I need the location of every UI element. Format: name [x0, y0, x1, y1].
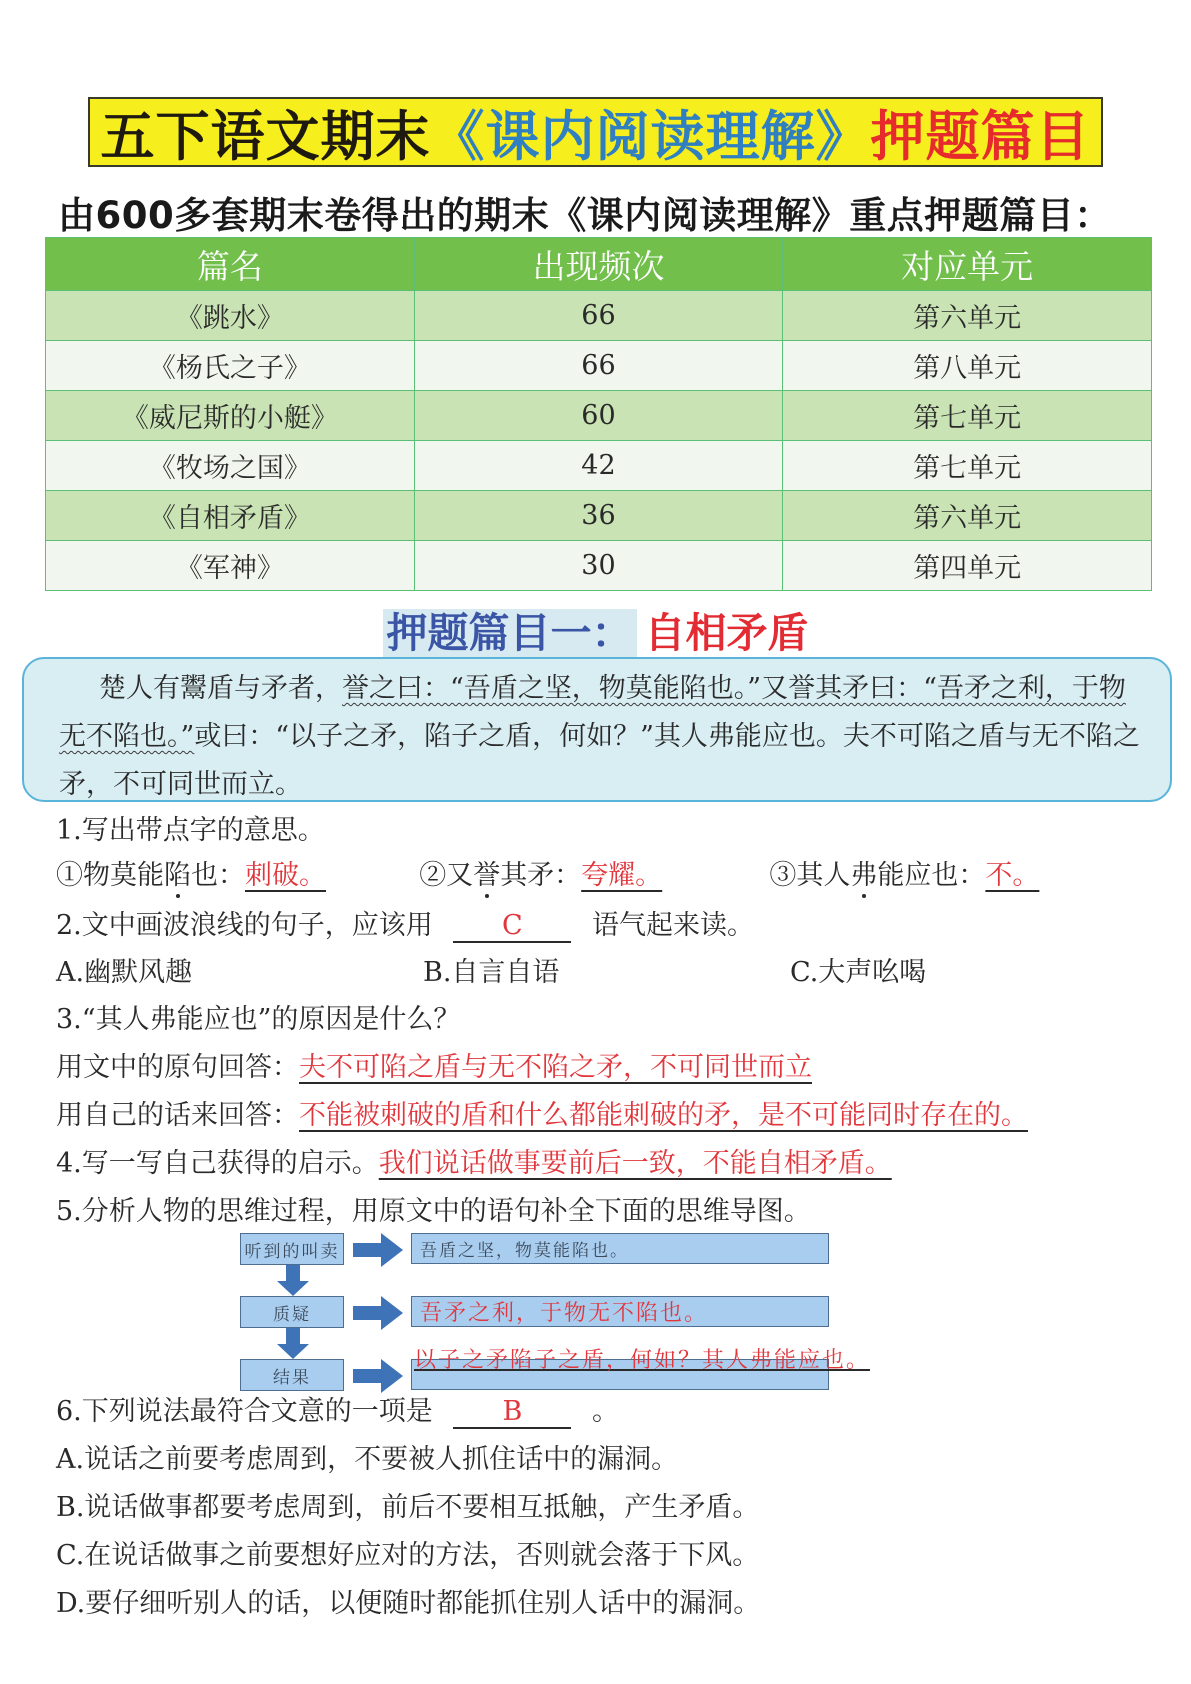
cell-unit: 第六单元: [783, 291, 1152, 341]
q1-item-3-dotted-char: 弗: [850, 860, 878, 891]
q1-item-2-pre: ②又: [419, 860, 474, 891]
mindmap-content-heard: 吾盾之坚，物莫能陷也。: [411, 1233, 829, 1264]
q6-line: [56, 1389, 619, 1429]
section-title: 自相矛盾: [644, 609, 809, 657]
q1-items: [56, 853, 1059, 892]
q1-prompt: 1.写出带点字的意思。: [56, 815, 325, 846]
q2-option-c: C.大声吆喝: [790, 957, 927, 988]
frequency-table: [45, 237, 1152, 591]
q2-pre: 2.文中画波浪线的句子，应该用: [56, 910, 433, 941]
right-arrow-icon: [353, 1295, 405, 1331]
q1-item-3-pre: ③其人: [769, 860, 851, 891]
cell-frequency: 42: [414, 441, 783, 491]
passage-wavy-sentence: 誉之曰：“吾盾之坚，物莫能陷也。”又誉其矛曰：“吾矛之利，于物无不陷也。”: [59, 673, 1126, 752]
cell-frequency: 30: [414, 541, 783, 591]
cell-unit: 第七单元: [783, 391, 1152, 441]
table-row: [46, 391, 1152, 441]
q3-answer-1: [56, 1045, 812, 1084]
q3-prompt: 3.“其人弗能应也”的原因是什么？: [56, 1004, 461, 1035]
down-arrow-icon: [276, 1328, 310, 1360]
q6-answer-blank: B: [453, 1396, 571, 1429]
cell-frequency: 60: [414, 391, 783, 441]
q1-item-3-answer: 不。: [985, 860, 1040, 891]
mindmap-label-result: 结果: [240, 1359, 344, 1391]
header-title: 篇名: [46, 238, 415, 291]
q3-answer-2-text: 不能被刺破的盾和什么都能刺破的矛，是不可能同时存在的。: [299, 1100, 1028, 1131]
q2-line: [56, 903, 754, 943]
q4-line: [56, 1141, 912, 1180]
header-frequency: 出现频次: [414, 238, 783, 291]
passage-text-2: 或曰：“以子之矛，陷子之盾，何如？”其人弗能应也。夫不可陷之盾与无不陷之矛，不可同世而立。: [59, 721, 1140, 800]
section-heading: [0, 600, 1191, 659]
q6-option-a: A.说话之前要考虑周到，不要被人抓住话中的漏洞。: [56, 1444, 679, 1475]
cell-title: 《威尼斯的小艇》: [46, 391, 415, 441]
passage-box: [22, 657, 1172, 802]
mindmap-content-question: 吾矛之利，于物无不陷也。: [411, 1296, 829, 1327]
cell-title: 《自相矛盾》: [46, 491, 415, 541]
cell-unit: 第七单元: [783, 441, 1152, 491]
q1-item-2-answer: 夸耀。: [581, 860, 663, 891]
q1-item-2: [419, 860, 682, 891]
q1-item-1-pre: ①物莫能: [56, 860, 164, 891]
passage-text-1: 楚人有鬻盾与矛者，: [99, 673, 342, 704]
title-banner: [88, 97, 1103, 167]
q1-item-3-post: 能应也：: [877, 860, 986, 891]
q5-prompt: 5.分析人物的思维过程，用原文中的语句补全下面的思维导图。: [56, 1196, 811, 1227]
cell-title: 《杨氏之子》: [46, 341, 415, 391]
cell-frequency: 66: [414, 341, 783, 391]
q6-post: 。: [591, 1396, 619, 1427]
q6-pre: 6.下列说法最符合文意的一项是: [56, 1396, 433, 1427]
q3-answer-2-label: 用自己的话来回答：: [56, 1100, 299, 1131]
subtitle: 由600多套期末卷得出的期末《课内阅读理解》重点押题篇目：: [58, 194, 1112, 237]
section-label: 押题篇目一：: [383, 609, 637, 657]
cell-unit: 第六单元: [783, 491, 1152, 541]
mindmap-label-question: 质疑: [240, 1296, 344, 1328]
cell-frequency: 66: [414, 291, 783, 341]
q3-answer-1-text: 夫不可陷之盾与无不陷之矛，不可同世而立: [299, 1052, 812, 1083]
mindmap-content-result: 以子之矛陷子之盾，何如？其人弗能应也。: [414, 1348, 871, 1373]
banner-predicted: 押题篇目: [870, 104, 1091, 168]
q6-option-c: C.在说话做事之前要想好应对的方法，否则就会落于下风。: [56, 1540, 760, 1571]
cell-frequency: 36: [414, 491, 783, 541]
table-header-row: [46, 238, 1152, 291]
q6-option-d: D.要仔细听别人的话，以便随时都能抓住别人话中的漏洞。: [56, 1588, 761, 1619]
table-row: [46, 491, 1152, 541]
q1-item-3: [769, 860, 1059, 891]
q1-item-1-post: 也：: [191, 860, 245, 891]
mindmap-label-heard: 听到的叫卖: [240, 1233, 344, 1265]
q1-item-1-dotted-char: 陷: [164, 860, 191, 891]
q3-answer-2: [56, 1093, 1028, 1132]
q1-item-2-post: 其矛：: [500, 860, 582, 891]
table-row: [46, 341, 1152, 391]
table-row: [46, 541, 1152, 591]
q1-item-2-dotted-char: 誉: [473, 860, 501, 891]
q2-answer-blank: C: [453, 910, 571, 943]
banner-topic: 《课内阅读理解》: [430, 104, 871, 168]
q6-option-b: B.说话做事都要考虑周到，前后不要相互抵触，产生矛盾。: [56, 1492, 760, 1523]
cell-unit: 第四单元: [783, 541, 1152, 591]
cell-title: 《牧场之国》: [46, 441, 415, 491]
q2-post: 语气起来读。: [591, 910, 754, 941]
cell-unit: 第八单元: [783, 341, 1152, 391]
cell-title: 《跳水》: [46, 291, 415, 341]
banner-grade-subject: 五下语文期末: [100, 104, 431, 168]
table-row: [46, 291, 1152, 341]
header-unit: 对应单元: [783, 238, 1152, 291]
right-arrow-icon: [353, 1232, 405, 1268]
q1-item-1-answer: 刺破。: [245, 860, 326, 891]
q2-option-b: B.自言自语: [423, 957, 560, 988]
q4-prompt: 4.写一写自己获得的启示。: [56, 1148, 379, 1179]
down-arrow-icon: [276, 1265, 310, 1297]
q3-answer-1-label: 用文中的原句回答：: [56, 1052, 299, 1083]
cell-title: 《军神》: [46, 541, 415, 591]
q2-option-a: A.幽默风趣: [56, 957, 193, 988]
table-row: [46, 441, 1152, 491]
q1-item-1: [56, 860, 346, 891]
q4-answer: 我们说话做事要前后一致，不能自相矛盾。: [378, 1148, 892, 1179]
